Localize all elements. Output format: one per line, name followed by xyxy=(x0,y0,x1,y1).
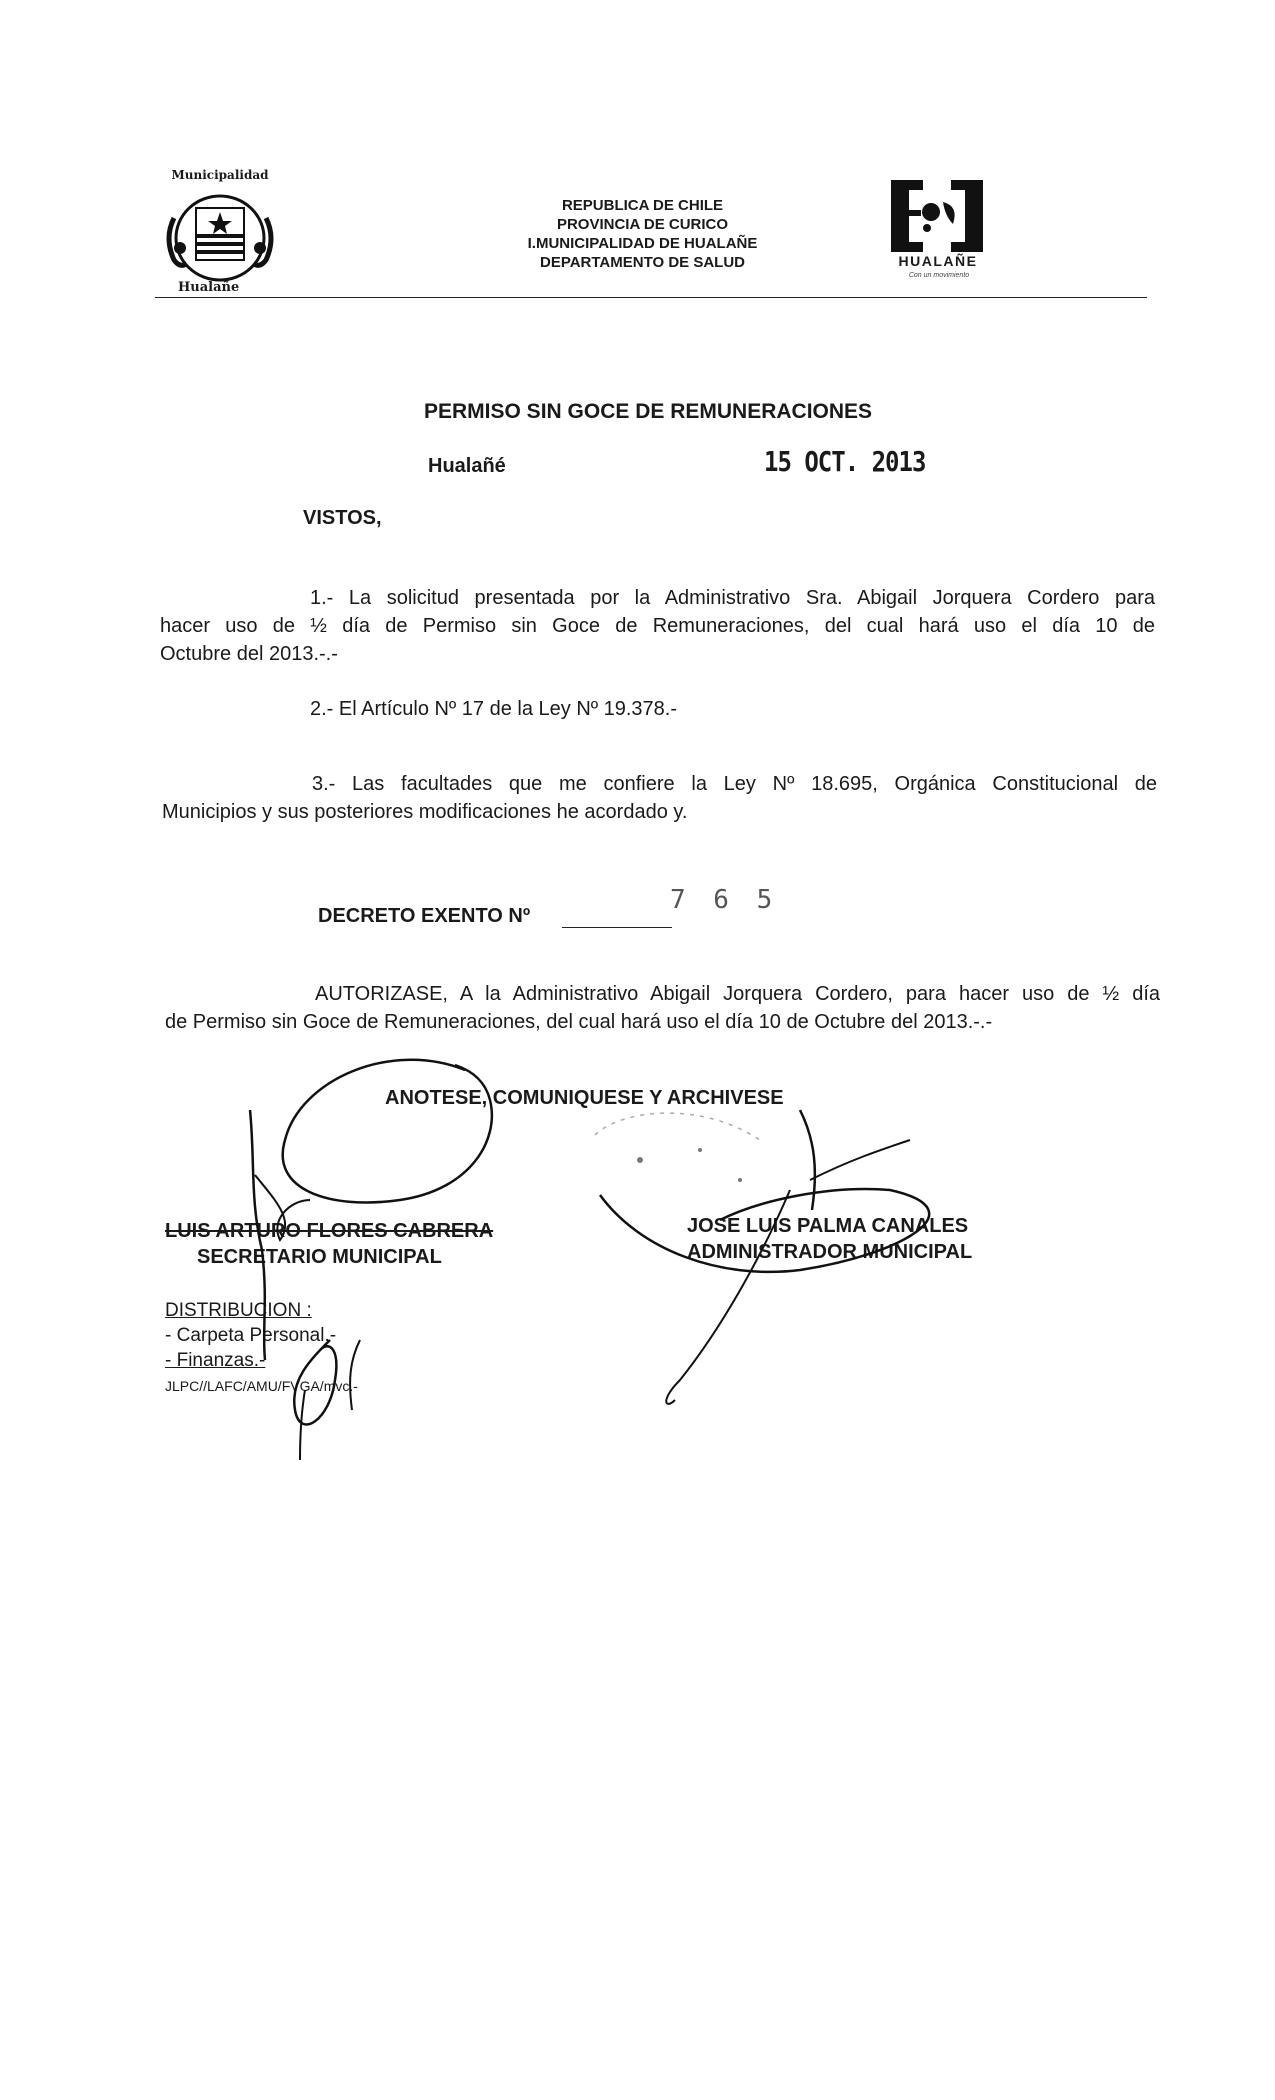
header-line-country: REPUBLICA DE CHILE xyxy=(561,197,724,214)
seal-arc-text: Municipalidad xyxy=(171,168,269,182)
logo-slogan: Con un movimiento xyxy=(908,272,970,279)
paragraph-3 xyxy=(162,770,1157,826)
left-signatory-name: LUIS ARTURO FLORES CABRERA xyxy=(165,1220,494,1242)
left-signatory-role: SECRETARIO MUNICIPAL xyxy=(197,1246,442,1268)
decree-number-line xyxy=(562,927,672,928)
paragraph-1-line-1: 1.- La solicitud presentada por la Administrativo Sra. Abigail Jorquera Cordero para xyxy=(310,587,1155,609)
hualane-h-logo xyxy=(887,176,987,254)
seal-bottom-text: Hualañe xyxy=(178,280,240,295)
document-title: PERMISO SIN GOCE DE REMUNERACIONES xyxy=(424,400,873,423)
logo-name: HUALAÑE xyxy=(898,253,978,269)
distribution-title: DISTRIBUCION : xyxy=(165,1300,312,1321)
authorization-paragraph xyxy=(165,980,1160,1036)
paragraph-2: 2.- El Artículo Nº 17 de la Ley Nº 19.378.- xyxy=(310,698,678,720)
vistos-heading: VISTOS, xyxy=(303,507,382,529)
distribution-item: - Carpeta Personal.- xyxy=(165,1325,337,1346)
reference-initials: JLPC//LAFC/AMU/FVGA/mvc.- xyxy=(165,1378,358,1394)
paragraph-1-line-3: Octubre del 2013.-.- xyxy=(160,643,338,665)
municipal-seal-logo xyxy=(160,168,280,298)
decree-number: 7 6 5 xyxy=(670,885,779,915)
document-city: Hualañé xyxy=(428,455,506,477)
date-stamp: 15 OCT. 2013 xyxy=(764,445,926,479)
header-divider xyxy=(155,297,1147,298)
right-signatory-name: JOSE LUIS PALMA CANALES xyxy=(687,1215,969,1237)
paragraph-3-line-1: 3.- Las facultades que me confiere la Ley Nº 18.695, Orgánica Constitucional de xyxy=(312,773,1157,795)
header-line-municipality: I.MUNICIPALIDAD DE HUALAÑE xyxy=(527,235,758,252)
paragraph-3-line-2: Municipios y sus posteriores modificaciones he acordado y. xyxy=(162,801,688,823)
header-line-province: PROVINCIA DE CURICO xyxy=(556,216,729,233)
paragraph-1 xyxy=(160,584,1155,668)
distribution-item: - Finanzas.- xyxy=(165,1350,266,1371)
header-line-department: DEPARTAMENTO DE SALUD xyxy=(539,254,745,271)
right-signatory-role: ADMINISTRADOR MUNICIPAL xyxy=(687,1241,973,1263)
closing-formula: ANOTESE, COMUNIQUESE Y ARCHIVESE xyxy=(385,1087,784,1109)
authorization-line-2: de Permiso sin Goce de Remuneraciones, del cual hará uso el día 10 de Octubre del 2013.-.- xyxy=(165,1011,993,1033)
institution-header xyxy=(440,196,845,272)
authorization-line-1: AUTORIZASE, A la Administrativo Abigail Jorquera Cordero, para hacer uso de ½ día xyxy=(315,983,1160,1005)
paragraph-1-line-2: hacer uso de ½ día de Permiso sin Goce de Remuneraciones, del cual hará uso el día 10 de xyxy=(160,615,1155,637)
decree-label: DECRETO EXENTO Nº xyxy=(318,905,531,927)
